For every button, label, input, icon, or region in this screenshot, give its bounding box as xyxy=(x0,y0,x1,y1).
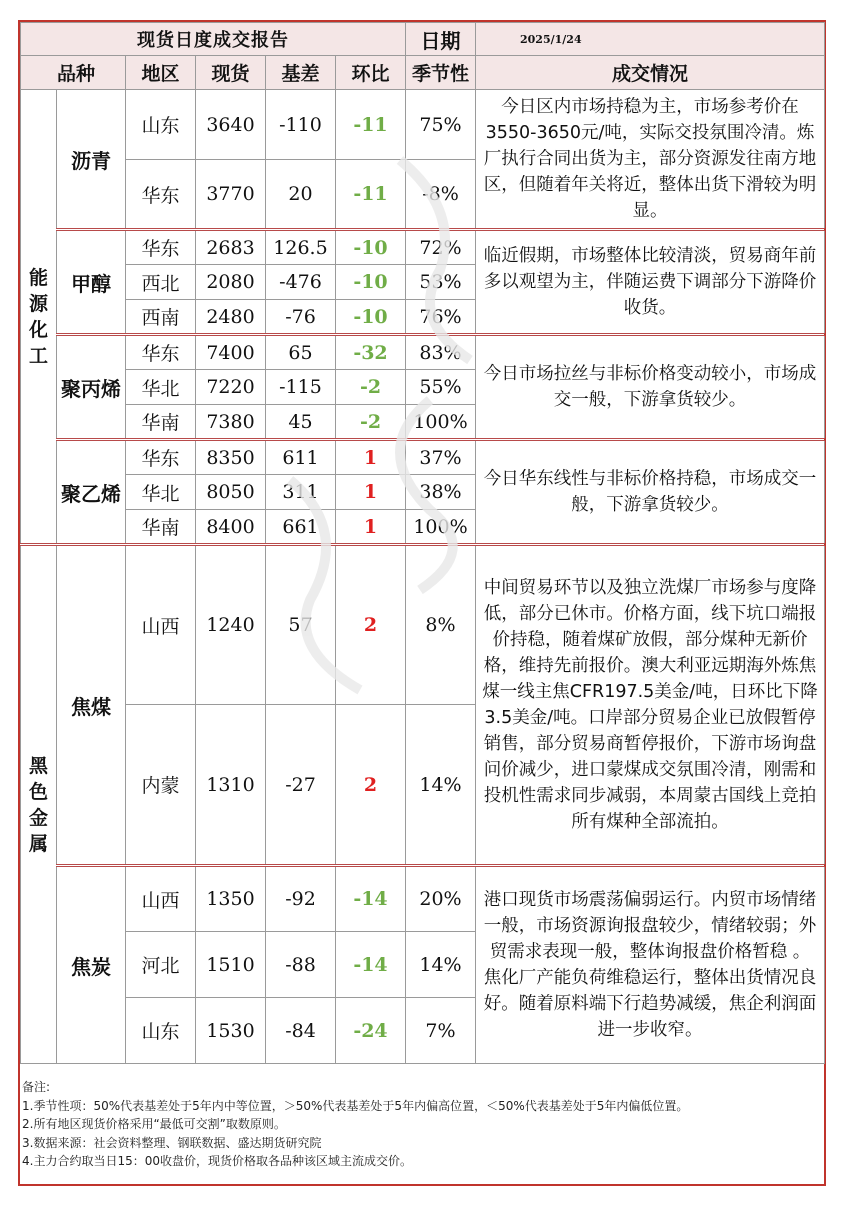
product-name: 聚乙烯 xyxy=(57,440,126,545)
basis-cell: 57 xyxy=(266,545,336,705)
basis-cell: 45 xyxy=(266,405,336,440)
col-header-change: 环比 xyxy=(336,56,406,90)
column-header-row xyxy=(21,56,825,90)
category-cell: 能 源 化 工 xyxy=(21,90,57,545)
seasonal-cell: 8% xyxy=(406,545,476,705)
trade-description: 今日市场拉丝与非标价格变动较小，市场成交一般，下游拿货较少。 xyxy=(476,335,825,440)
table-row xyxy=(21,866,825,932)
spot-cell: 8400 xyxy=(196,510,266,545)
basis-cell: 661 xyxy=(266,510,336,545)
spot-cell: 1530 xyxy=(196,998,266,1064)
date-label: 日期 xyxy=(406,23,476,56)
col-header-seasonal: 季节性 xyxy=(406,56,476,90)
report-title: 现货日度成交报告 xyxy=(21,23,406,56)
spot-cell: 1350 xyxy=(196,866,266,932)
region-cell: 华东 xyxy=(126,335,196,370)
change-cell: -10 xyxy=(336,265,406,300)
col-header-region: 地区 xyxy=(126,56,196,90)
region-cell: 山东 xyxy=(126,998,196,1064)
spot-cell: 8050 xyxy=(196,475,266,510)
change-cell: -11 xyxy=(336,90,406,160)
seasonal-cell: -8% xyxy=(406,160,476,230)
seasonal-cell: 100% xyxy=(406,510,476,545)
region-cell: 华东 xyxy=(126,160,196,230)
notes-line: 2.所有地区现货价格采用“最低可交割”取数原则。 xyxy=(22,1117,286,1131)
basis-cell: 611 xyxy=(266,440,336,475)
trade-description: 中间贸易环节以及独立洗煤厂市场参与度降低，部分已休市。价格方面，线下坑口端报价持稳，随着煤矿放假，部分煤种无新价格，维持先前报价。澳大利亚远期海外炼焦煤一线主焦CFR197.5美金/吨，日环比下降3.5美金/吨。口岸部分贸易企业已放假暂停销售，部分贸易商暂停报价，下游市场询盘问价减少，进口蒙煤成交氛围冷清，刚需和投机性需求同步减弱，本周蒙古国线上竞拍所有煤种全部流拍。 xyxy=(476,545,825,866)
region-cell: 华东 xyxy=(126,230,196,265)
region-cell: 西南 xyxy=(126,300,196,335)
trade-description: 今日区内市场持稳为主，市场参考价在3550-3650元/吨，实际交投氛围冷清。炼厂执行合同出货为主，部分资源发往南方地区，但随着年关将近，整体出货下滑较为明显。 xyxy=(476,90,825,230)
change-cell: 1 xyxy=(336,510,406,545)
col-header-trade: 成交情况 xyxy=(476,56,825,90)
notes-heading: 备注: xyxy=(22,1080,51,1094)
report-table xyxy=(20,22,825,1064)
region-cell: 华北 xyxy=(126,475,196,510)
change-cell: 2 xyxy=(336,705,406,866)
basis-cell: -115 xyxy=(266,370,336,405)
change-cell: 1 xyxy=(336,440,406,475)
region-cell: 华南 xyxy=(126,510,196,545)
notes-line: 4.主力合约取当日15：00收盘价，现货价格取各品种该区域主流成交价。 xyxy=(22,1154,412,1168)
notes-line: 3.数据来源：社会资料整理、钢联数据、盛达期货研究院 xyxy=(22,1135,322,1150)
spot-cell: 7380 xyxy=(196,405,266,440)
notes-line: 1.季节性项：50%代表基差处于5年内中等位置，＞50%代表基差处于5年内偏高位置，＜50%代表基差处于5年内偏低位置。 xyxy=(22,1098,689,1113)
table-row xyxy=(21,230,825,265)
seasonal-cell: 14% xyxy=(406,705,476,866)
spot-cell: 1310 xyxy=(196,705,266,866)
region-cell: 河北 xyxy=(126,932,196,998)
spot-cell: 2683 xyxy=(196,230,266,265)
seasonal-cell: 55% xyxy=(406,370,476,405)
notes-section xyxy=(22,1078,688,1171)
trade-description: 临近假期，市场整体比较清淡，贸易商年前多以观望为主，伴随运费下调部分下游降价收货。 xyxy=(476,230,825,335)
basis-cell: -88 xyxy=(266,932,336,998)
basis-cell: -84 xyxy=(266,998,336,1064)
basis-cell: 311 xyxy=(266,475,336,510)
table-row xyxy=(21,545,825,705)
change-cell: -2 xyxy=(336,405,406,440)
change-cell: -24 xyxy=(336,998,406,1064)
spot-cell: 2080 xyxy=(196,265,266,300)
seasonal-cell: 75% xyxy=(406,90,476,160)
basis-cell: 65 xyxy=(266,335,336,370)
basis-cell: -27 xyxy=(266,705,336,866)
trade-description: 港口现货市场震荡偏弱运行。内贸市场情绪一般，市场资源询报盘较少，情绪较弱；外贸需求表现一般，整体询报盘价格暂稳 。焦化厂产能负荷维稳运行，整体出货情况良好。随着原料端下行趋势减缓，焦企利润面进一步收窄。 xyxy=(476,866,825,1064)
seasonal-cell: 76% xyxy=(406,300,476,335)
change-cell: -11 xyxy=(336,160,406,230)
table-row xyxy=(21,335,825,370)
basis-cell: 126.5 xyxy=(266,230,336,265)
seasonal-cell: 37% xyxy=(406,440,476,475)
seasonal-cell: 100% xyxy=(406,405,476,440)
change-cell: -10 xyxy=(336,300,406,335)
seasonal-cell: 14% xyxy=(406,932,476,998)
change-cell: -14 xyxy=(336,866,406,932)
seasonal-cell: 72% xyxy=(406,230,476,265)
basis-cell: -110 xyxy=(266,90,336,160)
region-cell: 山西 xyxy=(126,866,196,932)
spot-cell: 8350 xyxy=(196,440,266,475)
change-cell: 1 xyxy=(336,475,406,510)
date-value-text: 2025/1/24 xyxy=(520,32,582,46)
change-cell: -10 xyxy=(336,230,406,265)
spot-cell: 3770 xyxy=(196,160,266,230)
seasonal-cell: 53% xyxy=(406,265,476,300)
product-name: 聚丙烯 xyxy=(57,335,126,440)
change-cell: -2 xyxy=(336,370,406,405)
region-cell: 山西 xyxy=(126,545,196,705)
product-name: 沥青 xyxy=(57,90,126,230)
product-name: 焦炭 xyxy=(57,866,126,1064)
spot-cell: 7400 xyxy=(196,335,266,370)
spot-cell: 2480 xyxy=(196,300,266,335)
basis-cell: -92 xyxy=(266,866,336,932)
spot-cell: 3640 xyxy=(196,90,266,160)
col-header-spot: 现货 xyxy=(196,56,266,90)
col-header-basis: 基差 xyxy=(266,56,336,90)
seasonal-cell: 83% xyxy=(406,335,476,370)
date-value xyxy=(476,23,825,56)
change-cell: -32 xyxy=(336,335,406,370)
product-name: 焦煤 xyxy=(57,545,126,866)
change-cell: 2 xyxy=(336,545,406,705)
table-row xyxy=(21,440,825,475)
seasonal-cell: 7% xyxy=(406,998,476,1064)
col-header-product: 品种 xyxy=(21,56,126,90)
region-cell: 华南 xyxy=(126,405,196,440)
product-name: 甲醇 xyxy=(57,230,126,335)
region-cell: 山东 xyxy=(126,90,196,160)
region-cell: 西北 xyxy=(126,265,196,300)
basis-cell: -476 xyxy=(266,265,336,300)
spot-cell: 1510 xyxy=(196,932,266,998)
basis-cell: 20 xyxy=(266,160,336,230)
table-row xyxy=(21,90,825,160)
region-cell: 华东 xyxy=(126,440,196,475)
basis-cell: -76 xyxy=(266,300,336,335)
region-cell: 内蒙 xyxy=(126,705,196,866)
region-cell: 华北 xyxy=(126,370,196,405)
spot-cell: 1240 xyxy=(196,545,266,705)
trade-description: 今日华东线性与非标价格持稳，市场成交一般，下游拿货较少。 xyxy=(476,440,825,545)
seasonal-cell: 38% xyxy=(406,475,476,510)
seasonal-cell: 20% xyxy=(406,866,476,932)
change-cell: -14 xyxy=(336,932,406,998)
category-cell: 黑 色 金 属 xyxy=(21,545,57,1064)
spot-cell: 7220 xyxy=(196,370,266,405)
